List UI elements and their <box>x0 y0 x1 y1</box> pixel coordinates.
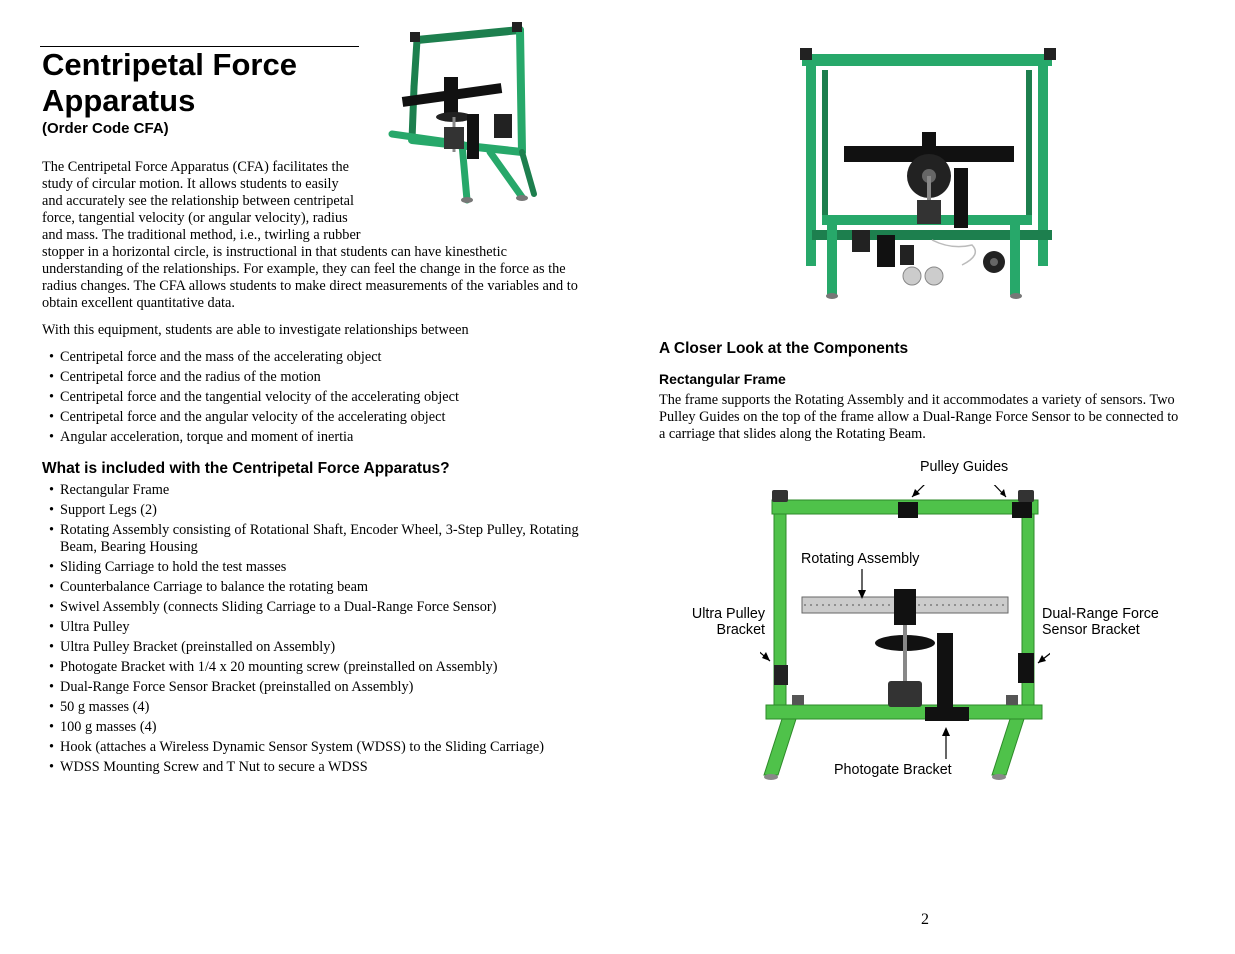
included-list <box>42 482 582 779</box>
label-line: Bracket <box>716 622 765 638</box>
list-item: • Support Legs (2) <box>42 502 582 519</box>
list-item: • Dual-Range Force Sensor Bracket (preinstalled on Assembly) <box>42 679 582 696</box>
intro-paragraph <box>42 159 582 312</box>
relationships-list <box>42 349 582 449</box>
page-title: Centripetal Force Apparatus <box>42 47 297 118</box>
label-pulley-guides: Pulley Guides <box>920 459 1009 475</box>
label-line: Sensor Bracket <box>1042 622 1140 638</box>
label-photogate-bracket: Photogate Bracket <box>834 762 952 778</box>
list-item: • 50 g masses (4) <box>42 699 582 716</box>
with-equipment-text: With this equipment, students are able to investigate relationships between <box>42 322 469 338</box>
order-code: (Order Code CFA) <box>42 120 169 137</box>
list-item: • Angular acceleration, torque and moment of inertia <box>42 429 582 446</box>
included-heading: What is included with the Centripetal Force Apparatus? <box>42 460 450 477</box>
list-item: • Rotating Assembly consisting of Rotational Shaft, Encoder Wheel, 3-Step Pulley, Rotating Beam, Bearing Housing <box>42 522 582 556</box>
components-heading: A Closer Look at the Components <box>659 340 909 357</box>
label-line: Ultra Pulley <box>691 606 765 622</box>
label-force-sensor-bracket <box>1042 606 1159 638</box>
list-item: • Rectangular Frame <box>42 482 582 499</box>
list-item: • Centripetal force and the tangential velocity of the accelerating object <box>42 389 582 406</box>
list-item: • WDSS Mounting Screw and T Nut to secure a WDSS <box>42 759 582 776</box>
intro-text: The Centripetal Force Apparatus (CFA) facilitates the study of circular motion. It allows students to easily and accurately see the relationship between centripetal force, tangential velocity (or angular velocity), radius and mass. The traditional method, i.e., twirling a rubber stopper in a horizontal circle, is instructional in that students can have kinesthetic understanding of the relationships. For example, they can feel the change in the force as the radius changes. The CFA allows students to make direct measurements of the variables and to obtain excellent quantitative data. <box>42 159 578 311</box>
label-line: Dual-Range Force <box>1042 606 1159 622</box>
label-rotating-assembly: Rotating Assembly <box>801 551 920 567</box>
list-item: • Ultra Pulley <box>42 619 582 636</box>
list-item: • Hook (attaches a Wireless Dynamic Sensor System (WDSS) to the Sliding Carriage) <box>42 739 582 756</box>
list-item: • Ultra Pulley Bracket (preinstalled on Assembly) <box>42 639 582 656</box>
list-item: • Centripetal force and the radius of the motion <box>42 369 582 386</box>
frame-paragraph: The frame supports the Rotating Assembly and it accommodates a variety of sensors. Two Pulley Guides on the top of the frame allow a Dual-Range Force Sensor to be connected to a carriage that slides along the Rotating Beam. <box>659 392 1179 442</box>
list-item: • 100 g masses (4) <box>42 719 582 736</box>
wrap-spacer <box>362 159 582 231</box>
list-item: • Centripetal force and the mass of the accelerating object <box>42 349 582 366</box>
list-item: • Swivel Assembly (connects Sliding Carriage to a Dual-Range Force Sensor) <box>42 599 582 616</box>
list-item: • Counterbalance Carriage to balance the rotating beam <box>42 579 582 596</box>
frame-heading: Rectangular Frame <box>659 371 786 387</box>
list-item: • Photogate Bracket with 1/4 x 20 mounting screw (preinstalled on Assembly) <box>42 659 582 676</box>
list-item: • Sliding Carriage to hold the test masses <box>42 559 582 576</box>
frame-diagram <box>760 485 1050 785</box>
apparatus-photo-large <box>782 30 1072 305</box>
list-item: • Centripetal force and the angular velocity of the accelerating object <box>42 409 582 426</box>
label-ultra-pulley-bracket <box>686 606 765 638</box>
page-number: 2 <box>921 911 929 928</box>
